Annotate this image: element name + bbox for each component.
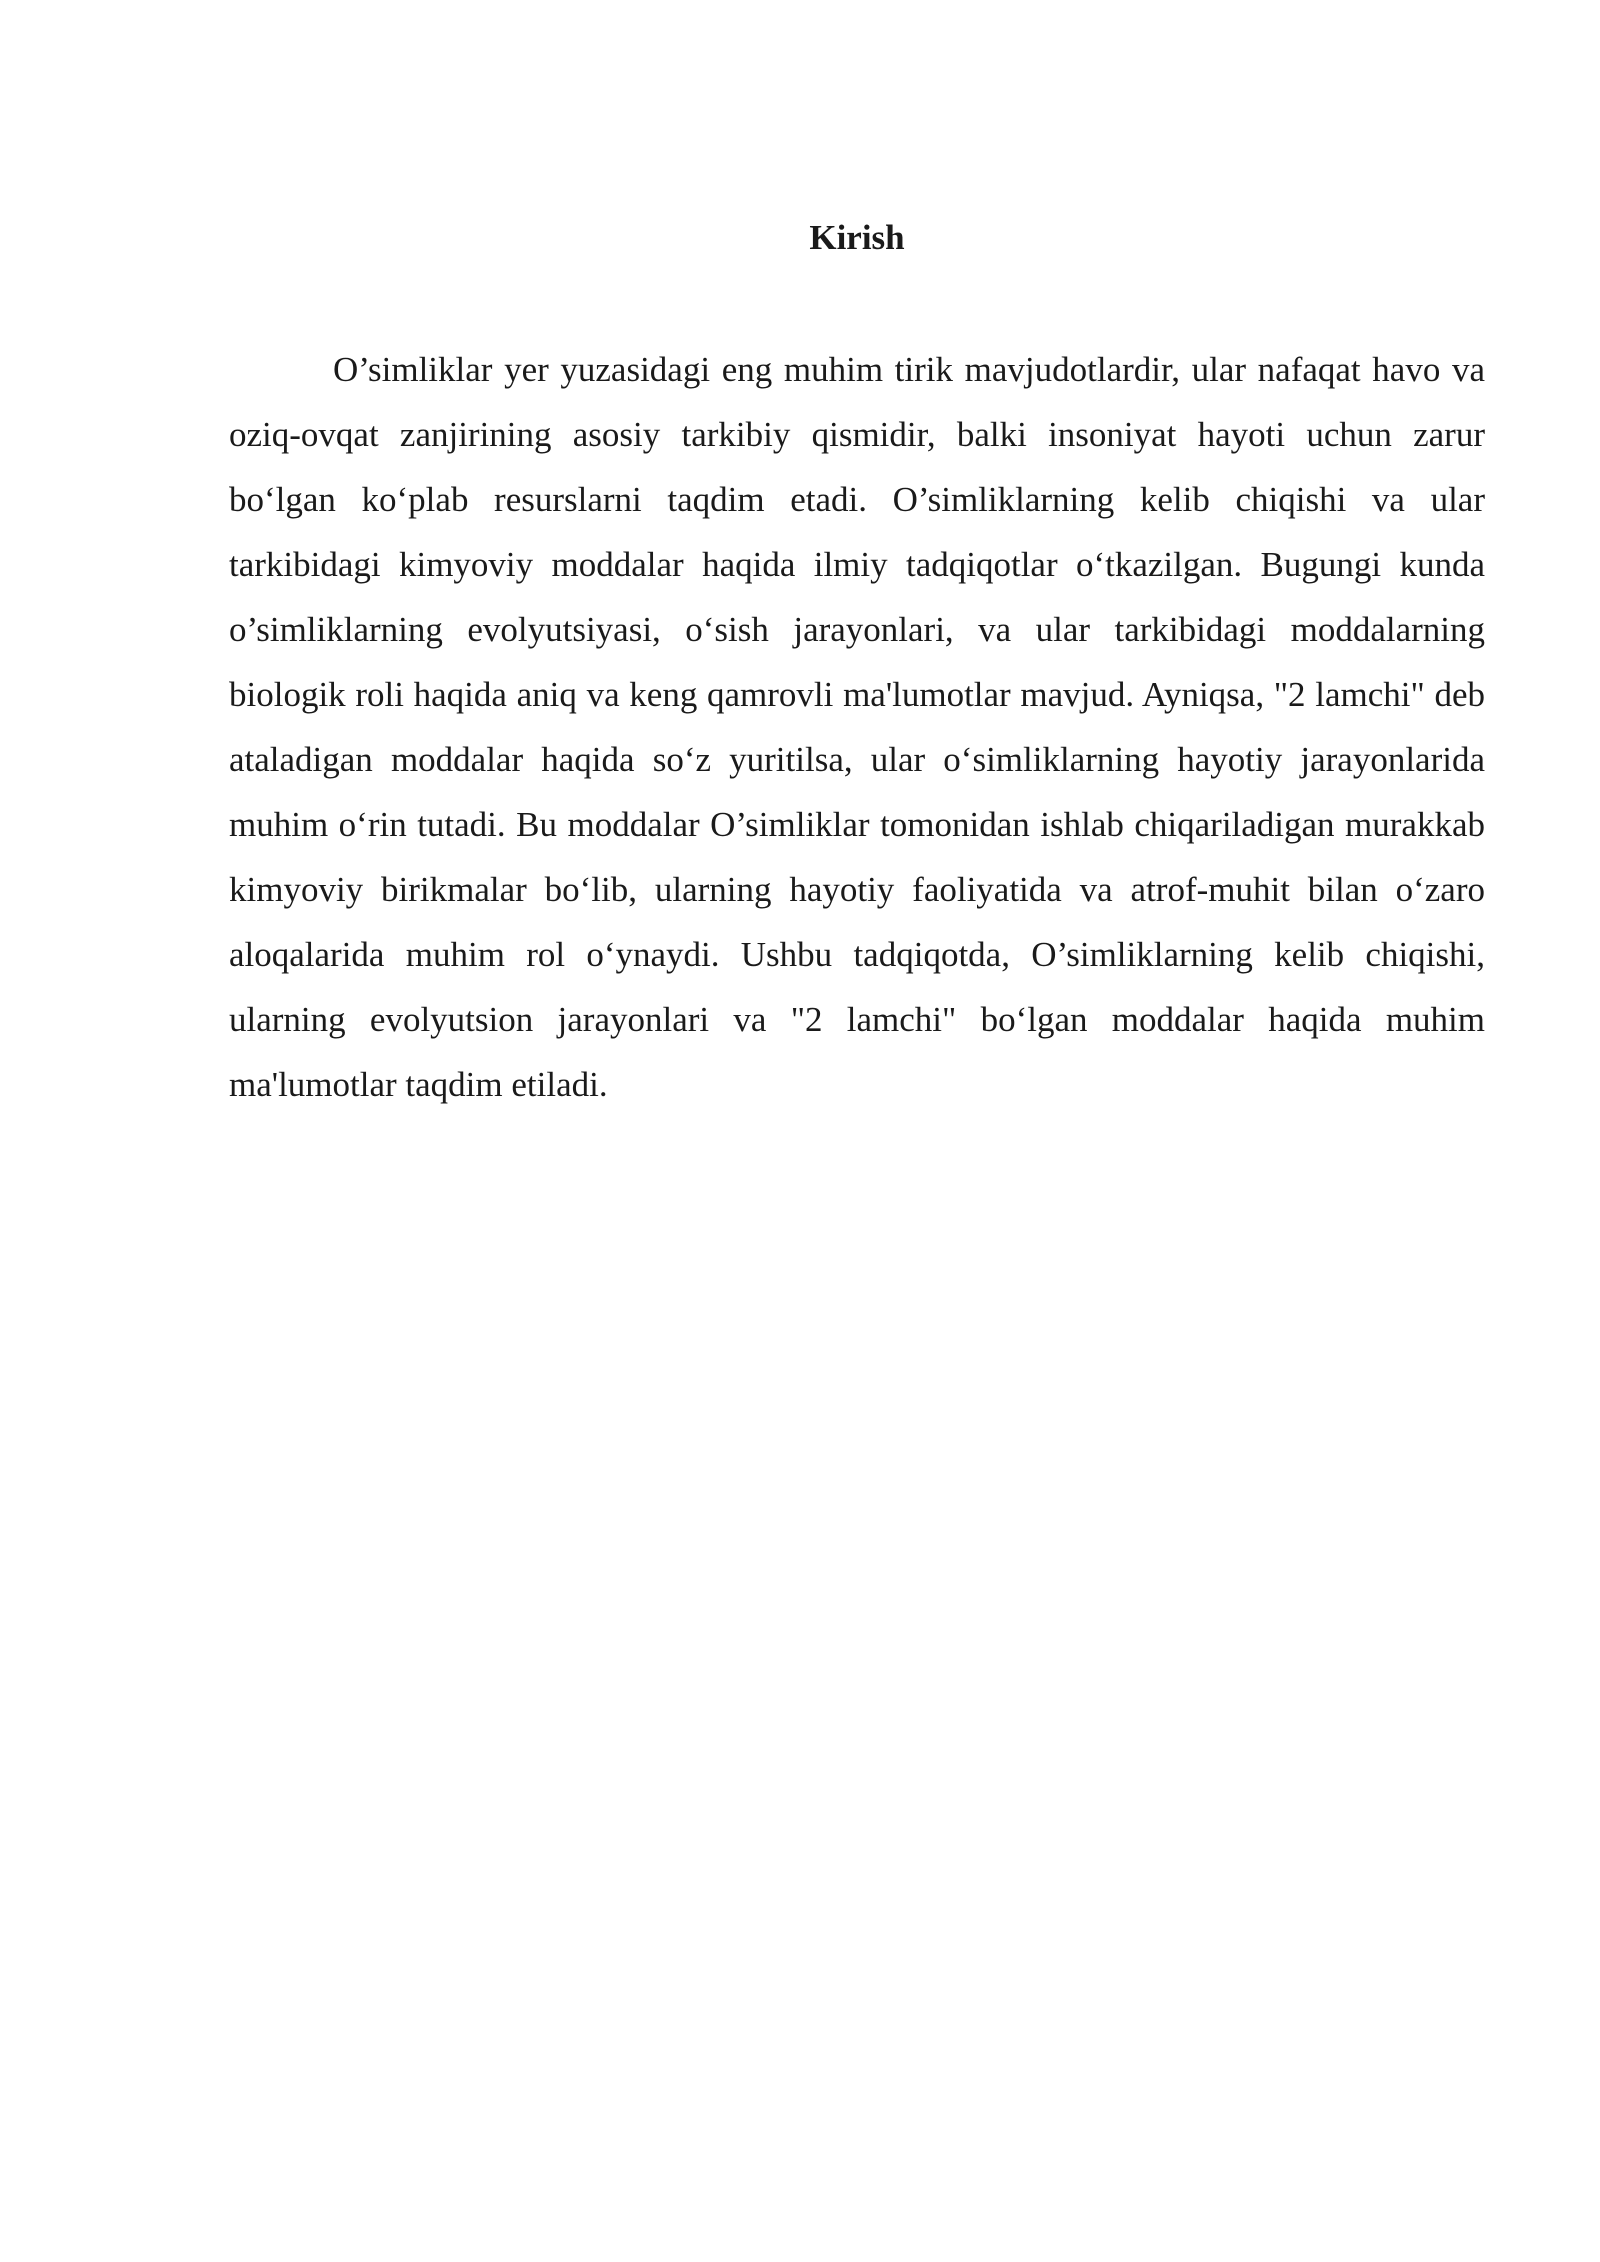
body-paragraph: O’simliklar yer yuzasidagi eng muhim tirik mavjudotlardir, ular nafaqat havo va oziq-ovqat zanjirining asosiy tarkibiy qismidir, balki insoniyat hayoti uchun zarur bo‘lgan ko‘plab resurslarni taqdim etadi. O’simliklarning kelib chiqishi va ular tarkibidagi kimyoviy moddalar haqida ilmiy tadqiqotlar o‘tkazilgan. Bugungi kunda o’simliklarning evolyutsiyasi, o‘sish jarayonlari, va ular tarkibidagi moddalarning biologik roli haqida aniq va keng qamrovli ma'lumotlar mavjud. Ayniqsa, "2 lamchi" deb ataladigan moddalar haqida so‘z yuritilsa, ular o‘simliklarning hayotiy jarayonlarida muhim o‘rin tutadi. Bu moddalar O’simliklar tomonidan ishlab chiqariladigan murakkab kimyoviy birikmalar bo‘lib, ularning hayotiy faoliyatida va atrof-muhit bilan o‘zaro aloqalarida muhim rol o‘ynaydi. Ushbu tadqiqotda, O’simliklarning kelib chiqishi, ularning evolyutsion jarayonlari va "2 lamchi" bo‘lgan moddalar haqida muhim ma'lumotlar taqdim etiladi.	[229, 350, 1485, 1104]
page-title: Kirish	[809, 218, 905, 257]
